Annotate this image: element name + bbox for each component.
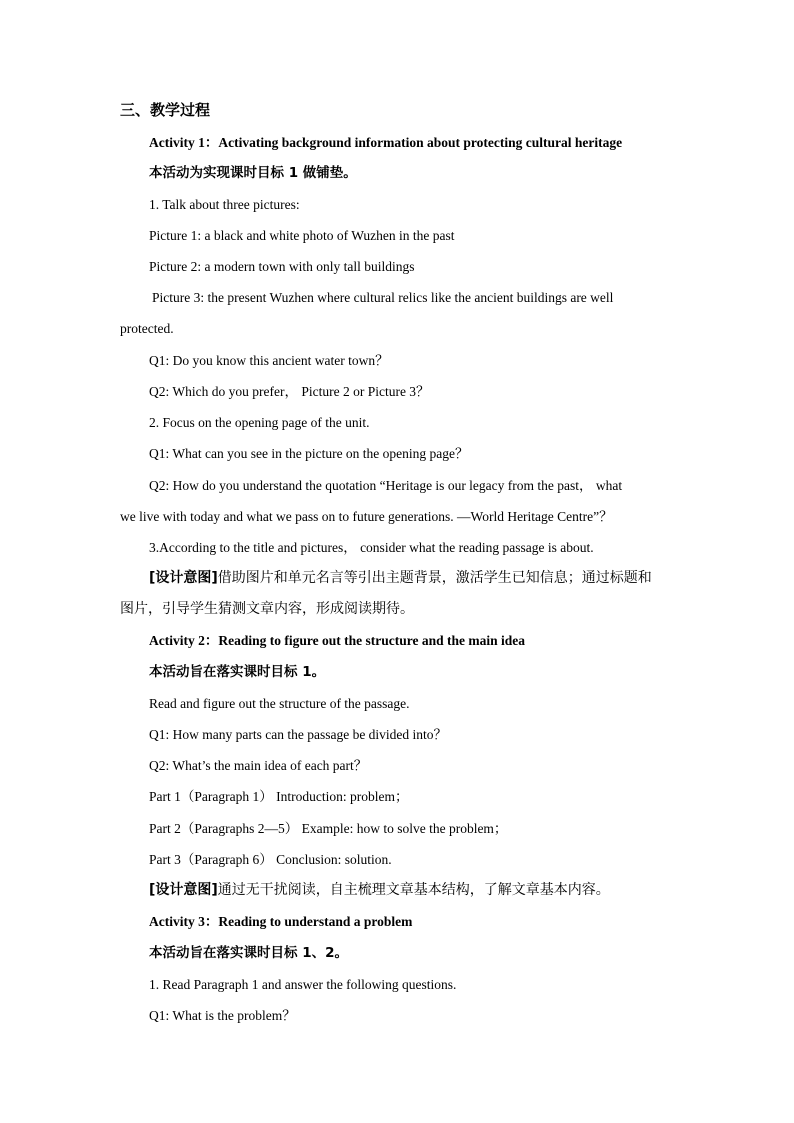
- activity2-question1: Q1: How many parts can the passage be divided into？: [149, 727, 448, 742]
- design-intent-label: [设计意图]: [149, 570, 218, 586]
- activity1-goal: 本活动为实现课时目标 1 做铺垫。: [149, 165, 357, 181]
- activity1-item2: 2. Focus on the opening page of the unit.: [149, 415, 370, 430]
- activity1-question1: Q1: Do you know this ancient water town？: [149, 353, 389, 368]
- activity1-question2: Q2: Which do you prefer， Picture 2 or Picture 3？: [149, 384, 430, 399]
- activity2-read: Read and figure out the structure of the passage.: [149, 696, 410, 711]
- section-heading: 三、教学过程: [120, 101, 211, 119]
- design-intent-text: 通过无干扰阅读，自主梳理文章基本结构，了解文章基本内容。: [217, 882, 610, 898]
- activity1-item3: 3.According to the title and pictures， consider what the reading passage is about.: [149, 540, 594, 555]
- activity3-title: Activity 3：Reading to understand a problem: [149, 914, 413, 929]
- activity1-picture3-cont: protected.: [120, 321, 174, 336]
- activity1-picture3: Picture 3: the present Wuzhen where cultural relics like the ancient buildings are well: [152, 290, 614, 305]
- design-intent-text: 借助图片和单元名言等引出主题背景，激活学生已知信息；通过标题和: [217, 570, 652, 586]
- activity2-title: Activity 2：Reading to figure out the structure and the main idea: [149, 633, 525, 648]
- activity3-question1: Q1: What is the problem？: [149, 1008, 296, 1023]
- activity1-question4-cont: we live with today and what we pass on to future generations. —World Heritage Centre”？: [120, 509, 613, 524]
- activity1-title: Activity 1：Activating background information about protecting cultural heritage: [149, 135, 623, 150]
- activity1-picture1: Picture 1: a black and white photo of Wuzhen in the past: [149, 228, 455, 243]
- activity3-item1: 1. Read Paragraph 1 and answer the following questions.: [149, 977, 457, 992]
- activity1-design-intent-cont: 图片，引导学生猜测文章内容，形成阅读期待。: [120, 601, 414, 617]
- activity1-question3: Q1: What can you see in the picture on the opening page？: [149, 446, 469, 461]
- activity1-design-intent: [149, 569, 652, 587]
- activity2-goal: 本活动旨在落实课时目标 1。: [149, 664, 326, 680]
- activity2-design-intent: [149, 881, 610, 899]
- design-intent-label: [设计意图]: [149, 882, 218, 898]
- activity3-goal: 本活动旨在落实课时目标 1、2。: [149, 945, 348, 961]
- activity1-picture2: Picture 2: a modern town with only tall buildings: [149, 259, 415, 274]
- activity1-item1: 1. Talk about three pictures:: [149, 197, 300, 212]
- activity2-part2: Part 2（Paragraphs 2—5） Example: how to solve the problem；: [149, 821, 508, 836]
- activity1-question4: Q2: How do you understand the quotation “Heritage is our legacy from the past， what: [149, 478, 623, 493]
- activity2-part3: Part 3（Paragraph 6） Conclusion: solution.: [149, 852, 392, 867]
- activity2-question2: Q2: What’s the main idea of each part？: [149, 758, 368, 773]
- activity2-part1: Part 1（Paragraph 1） Introduction: problem；: [149, 789, 409, 804]
